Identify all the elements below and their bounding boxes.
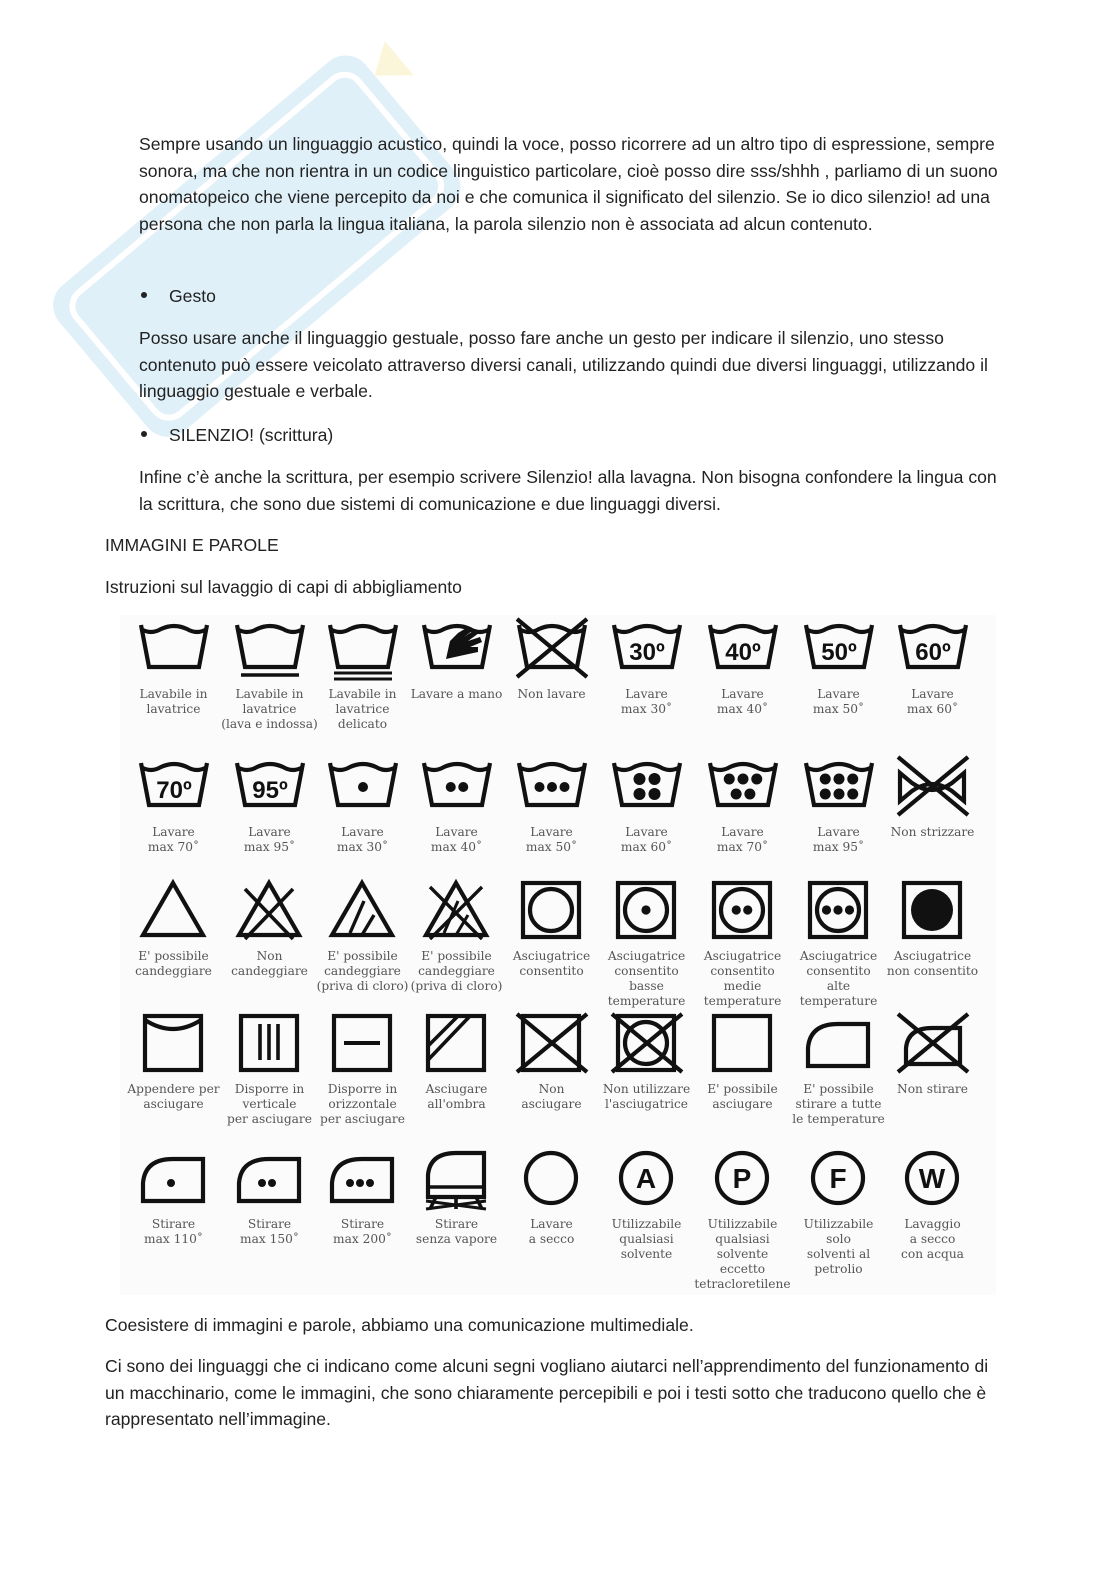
symbol-label: Lavaggio a secco con acqua (901, 1217, 964, 1261)
tub-50-icon (798, 615, 880, 683)
dryer-two-dots-icon (702, 877, 784, 945)
symbol-label: Appendere per asciugare (127, 1082, 220, 1111)
tub-crossed-icon (511, 615, 593, 683)
symbol-label: Utilizzabile qualsiasi solvente (611, 1217, 682, 1261)
bullet-dot (141, 431, 147, 437)
symbol-label: Asciugatrice non consentito (886, 949, 979, 978)
circle-p-icon (702, 1145, 784, 1213)
temperature-text: 40º (724, 639, 761, 666)
tub-two-dots-icon (416, 753, 498, 821)
symbol-label: Lavare a secco (528, 1217, 575, 1246)
symbol-cell (694, 1145, 791, 1292)
tub-60-icon (892, 615, 974, 683)
symbol-label: Non candeggiare (231, 949, 308, 978)
circle-icon (511, 1145, 593, 1213)
temperature-text: 70º (155, 777, 192, 804)
tub-one-dot-icon (322, 753, 404, 821)
symbol-cell (598, 753, 695, 855)
tub-five-dots-icon (702, 753, 784, 821)
dryer-three-dots-icon (798, 877, 880, 945)
temperature-text: 30º (628, 639, 665, 666)
symbol-label: Asciugatrice consentito medie temperature (703, 949, 782, 1008)
flat-dry-icon (322, 1010, 404, 1078)
tub-hand-icon (416, 615, 498, 683)
symbol-cell (221, 877, 318, 979)
tub-70-icon (133, 753, 215, 821)
triangle-striped-icon (322, 877, 404, 945)
symbol-label: Disporre in verticale per asciugare (227, 1082, 312, 1126)
symbol-label: Asciugatrice consentito (512, 949, 591, 978)
symbol-cell (503, 1010, 600, 1112)
triangle-icon (133, 877, 215, 945)
square-crossed-icon (511, 1010, 593, 1078)
iron-two-dots-icon (229, 1145, 311, 1213)
line-dry-icon (133, 1010, 215, 1078)
symbol-cell (598, 877, 695, 1009)
symbol-label: Lavabile in lavatrice delicato (328, 687, 397, 731)
symbol-label: Non lavare (517, 687, 586, 701)
symbol-cell (125, 615, 222, 717)
symbol-cell (125, 753, 222, 855)
symbol-cell (694, 1010, 791, 1112)
subheading-istruzioni: Istruzioni sul lavaggio di capi di abbigliamento (105, 577, 462, 597)
tub-30-icon (606, 615, 688, 683)
tub-two-bars-icon (322, 615, 404, 683)
symbol-cell (694, 753, 791, 855)
symbol-label: Asciugatrice consentito alte temperature (799, 949, 878, 1008)
symbol-label: Lavare max 40˚ (430, 825, 483, 854)
symbol-cell (408, 615, 505, 702)
tub-40-icon (702, 615, 784, 683)
symbol-cell (408, 753, 505, 855)
symbol-label: Utilizzabile qualsiasi solvente eccetto tetracloretilene (694, 1217, 791, 1291)
symbol-cell (125, 1010, 222, 1112)
symbol-cell (503, 877, 600, 979)
tub-three-dots-icon (511, 753, 593, 821)
symbol-cell (694, 877, 791, 1009)
symbol-cell (221, 615, 318, 732)
symbol-label: Disporre in orizzontale per asciugare (320, 1082, 405, 1126)
symbol-cell (221, 1010, 318, 1127)
temperature-text: 95º (251, 777, 288, 804)
symbol-cell (598, 1145, 695, 1262)
symbol-label: E' possibile asciugare (707, 1082, 778, 1111)
symbol-cell (503, 1145, 600, 1247)
iron-no-steam-icon (416, 1145, 498, 1213)
symbol-cell (503, 615, 600, 702)
symbol-cell (598, 1010, 695, 1112)
symbol-cell (884, 753, 981, 840)
symbol-label: Lavabile in lavatrice (lava e indossa) (221, 687, 318, 731)
dryer-filled-icon (892, 877, 974, 945)
symbol-cell (408, 1145, 505, 1247)
symbol-label: Lavare max 95˚ (812, 825, 865, 854)
symbol-cell (408, 1010, 505, 1112)
symbol-cell (314, 1010, 411, 1127)
symbol-label: Stirare max 200˚ (333, 1217, 392, 1246)
laundry-symbols-chart (120, 615, 996, 1295)
symbol-label: Lavare max 70˚ (147, 825, 200, 854)
paragraph-multimediale: Coesistere di immagini e parole, abbiamo una comunicazione multimediale. (105, 1315, 694, 1335)
symbol-label: E' possibile stirare a tutte le temperature (792, 1082, 885, 1126)
iron-one-dot-icon (133, 1145, 215, 1213)
symbol-cell (125, 877, 222, 979)
paragraph-suono-onomatopeico: Sempre usando un linguaggio acustico, quindi la voce, posso ricorrere ad un altro tipo di espressione, sempre sonora, ma che non rientra in un codice linguistico particolare, cioè posso dire sss/shhh , parliamo di un suono onomatopeico che viene percepito da noi e che comunica il significato del silenzio. Se io dico silenzio! ad una persona che non parla la lingua italiana, la parola silenzio non è associata ad alcun contenuto. (139, 134, 998, 234)
symbol-cell (884, 877, 981, 979)
symbol-label: E' possibile candeggiare (priva di cloro) (410, 949, 503, 993)
paragraph-scrittura: Infine c’è anche la scrittura, per esempio scrivere Silenzio! alla lavagna. Non bisogna confondere la lingua con la scrittura, che sono due sistemi di comunicazione e due linguaggi diversi. (139, 467, 997, 514)
tub-one-bar-icon (229, 615, 311, 683)
dryer-one-dot-icon (606, 877, 688, 945)
symbol-label: Non strizzare (890, 825, 975, 839)
solvent-letter-text: F (828, 1163, 847, 1194)
symbol-label: Lavare max 50˚ (525, 825, 578, 854)
heading-immagini-e-parole: IMMAGINI E PAROLE (105, 535, 279, 555)
symbol-label: Lavabile in lavatrice (139, 687, 208, 716)
bullet-gesto (141, 283, 216, 309)
circle-w-icon (892, 1145, 974, 1213)
solvent-letter-text: W (918, 1163, 945, 1194)
symbol-cell (221, 753, 318, 855)
paragraph-linguaggi: Ci sono dei linguaggi che ci indicano come alcuni segni vogliano aiutarci nell’apprendimento del funzionamento di un macchinario, come le immagini, che sono chiaramente percepibili e poi i testi sotto che traducono quello che è rappresentato nell’immagine. (105, 1356, 989, 1429)
symbol-cell (884, 615, 981, 717)
symbol-label: Lavare max 95˚ (243, 825, 296, 854)
symbol-label: Lavare max 50˚ (812, 687, 865, 716)
symbol-cell (884, 1145, 981, 1262)
symbol-label: Lavare max 60˚ (906, 687, 959, 716)
paragraph-gesto: Posso usare anche il linguaggio gestuale, posso fare anche un gesto per indicare il silenzio, uno stesso contenuto può essere veicolato attraverso diversi canali, utilizzando quindi due diversi linguaggi, utilizzando il linguaggio gestuale e verbale. (139, 328, 988, 401)
symbol-label: Lavare max 70˚ (716, 825, 769, 854)
symbol-label: Lavare max 30˚ (620, 687, 673, 716)
symbol-label: Stirare max 110˚ (144, 1217, 203, 1246)
symbol-label: Asciugatrice consentito basse temperature (607, 949, 686, 1008)
circle-f-icon (798, 1145, 880, 1213)
dryer-crossed-icon (606, 1010, 688, 1078)
symbol-cell (790, 615, 887, 717)
bullet-gesto-label: Gesto (169, 286, 216, 306)
symbol-cell (221, 1145, 318, 1247)
symbol-cell (314, 877, 411, 994)
triangle-crossed-icon (229, 877, 311, 945)
iron-icon (798, 1010, 880, 1078)
symbol-label: E' possibile candeggiare (135, 949, 212, 978)
drip-dry-icon (229, 1010, 311, 1078)
symbol-label: Non stirare (897, 1082, 968, 1096)
symbol-label: Lavare max 60˚ (620, 825, 673, 854)
symbol-label: Stirare max 150˚ (240, 1217, 299, 1246)
symbol-label: E' possibile candeggiare (priva di cloro) (316, 949, 409, 993)
symbol-label: Non asciugare (521, 1082, 582, 1111)
symbol-cell (408, 877, 505, 994)
symbol-label: Lavare max 40˚ (716, 687, 769, 716)
square-icon (702, 1010, 784, 1078)
iron-crossed-icon (892, 1010, 974, 1078)
symbol-cell (790, 1145, 887, 1277)
symbol-label: Lavare max 30˚ (336, 825, 389, 854)
symbol-label: Utilizzabile solo solventi al petrolio (803, 1217, 874, 1276)
symbol-cell (503, 753, 600, 855)
symbol-cell (125, 1145, 222, 1247)
wring-crossed-icon (892, 753, 974, 821)
temperature-text: 60º (914, 639, 951, 666)
solvent-letter-text: A (635, 1163, 656, 1194)
symbol-label: Stirare senza vapore (415, 1217, 498, 1246)
solvent-letter-text: P (732, 1163, 751, 1194)
iron-three-dots-icon (322, 1145, 404, 1213)
tub-six-dots-icon (798, 753, 880, 821)
symbol-cell (314, 1145, 411, 1247)
symbol-cell (598, 615, 695, 717)
symbol-cell (314, 753, 411, 855)
triangle-striped-crossed-icon (416, 877, 498, 945)
bullet-silenzio (141, 422, 333, 448)
symbol-label: Non utilizzare l'asciugatrice (602, 1082, 691, 1111)
bullet-silenzio-label: SILENZIO! (scrittura) (169, 425, 334, 445)
shade-dry-icon (416, 1010, 498, 1078)
symbol-cell (790, 753, 887, 855)
temperature-text: 50º (820, 639, 857, 666)
symbol-cell (314, 615, 411, 732)
symbol-label: Asciugare all'ombra (425, 1082, 488, 1111)
dryer-icon (511, 877, 593, 945)
symbol-cell (884, 1010, 981, 1097)
tub-four-dots-icon (606, 753, 688, 821)
tub-icon (133, 615, 215, 683)
symbol-label: Lavare a mano (410, 687, 503, 701)
bullet-dot (141, 292, 147, 298)
tub-95-icon (229, 753, 311, 821)
symbol-cell (790, 1010, 887, 1127)
symbol-cell (790, 877, 887, 1009)
symbol-cell (694, 615, 791, 717)
circle-a-icon (606, 1145, 688, 1213)
